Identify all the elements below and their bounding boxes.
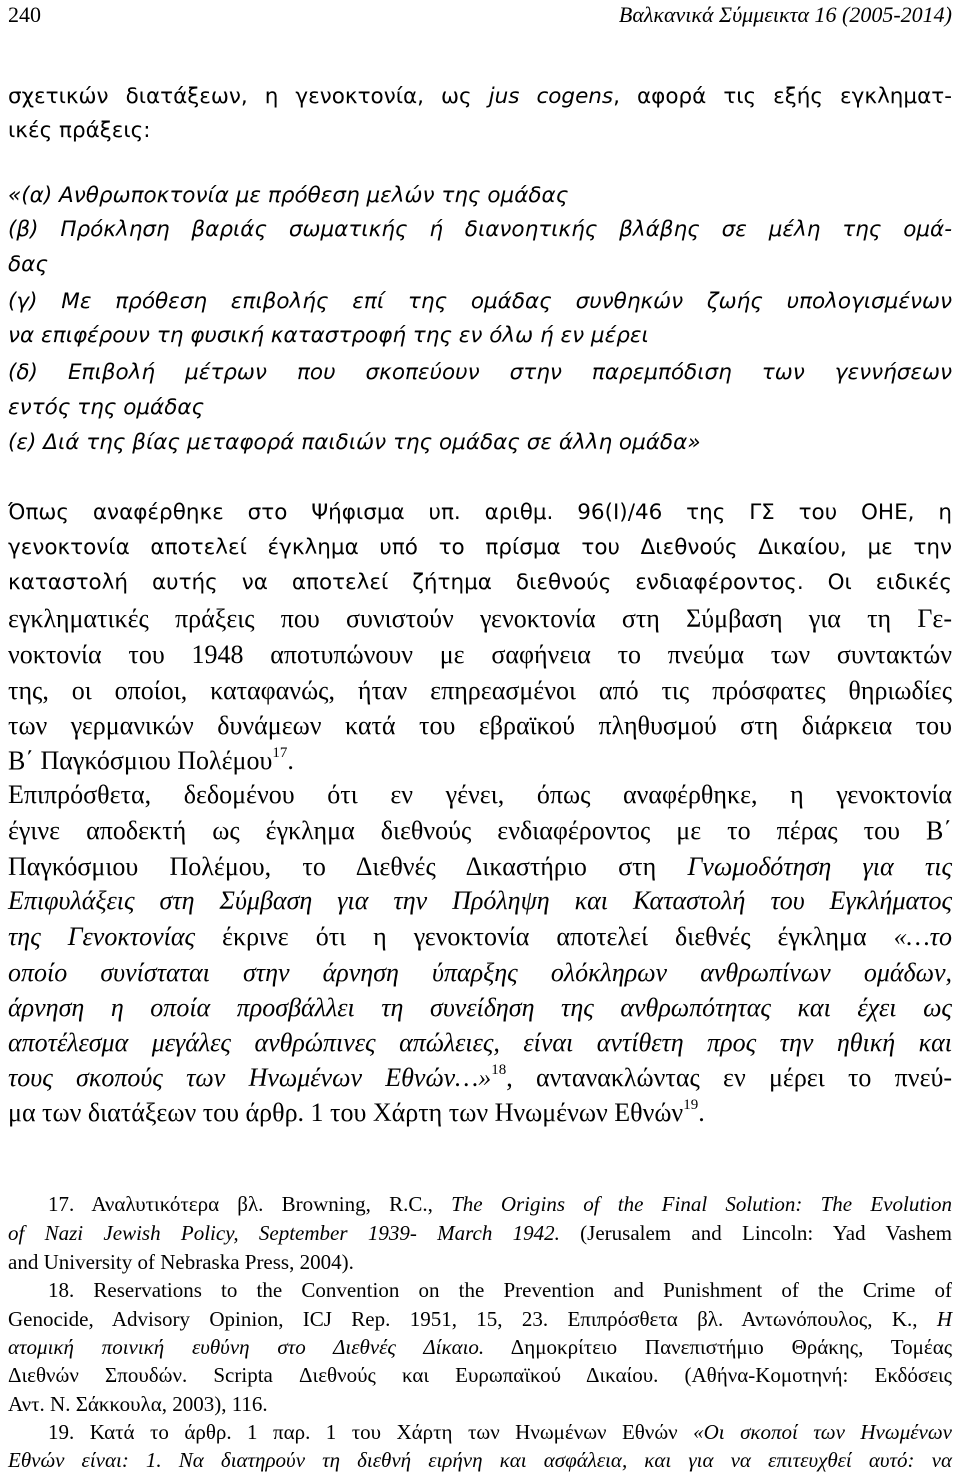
- text-run: τους σκοπούς των Ηνωμένων Εθνών…»: [8, 1063, 492, 1092]
- text-run: μα των διατάξεων του άρθρ. 1 του Χάρτη των Ηνωμένων Εθνών: [8, 1098, 684, 1127]
- quote-line: να επιφέρουν τη φυσική καταστροφή της εν όλω ή εν μέρει: [8, 323, 649, 348]
- footnote-18-line: [8, 1333, 952, 1361]
- footnote-19-line: [8, 1418, 952, 1446]
- quote-line: (γ) Με πρόθεση επιβολής επί της ομάδας συνθηκών ζωής υπολογισμένων: [8, 289, 952, 314]
- footnote-18-line: Αντ. Ν. Σάκκουλα, 2003), 116.: [8, 1392, 268, 1416]
- text-run: Η: [936, 1307, 952, 1331]
- footnote-ref-17[interactable]: 17: [272, 745, 288, 761]
- running-title: Βαλκανικά Σύμμεικτα 16 (2005-2014): [618, 2, 952, 27]
- text-run: (Jerusalem and Lincoln: Yad Vashem: [559, 1221, 952, 1245]
- body-line: άρνηση η οποία προσβάλλει τη συνείδηση της ανθρωπότητας και έχει ως: [8, 993, 952, 1022]
- body-line: [8, 922, 952, 952]
- body-line: έγινε αποδεκτή ως έγκλημα διεθνούς ενδιαφέροντος με το πέρας του Β΄: [8, 816, 952, 845]
- footnote-17-line: [8, 1190, 952, 1218]
- body-line: [8, 852, 952, 882]
- footnote-18-line: 18. Reservations to the Convention on the Prevention and Punishment of the Crime of: [48, 1278, 952, 1302]
- body-line: Επιφυλάξεις στη Σύμβαση για την Πρόληψη και Καταστολή του Εγκλήματος: [8, 886, 952, 915]
- body-line: της, οι οποίοι, καταφανώς, ήταν επηρεασμένοι από τις πρόσφατες θηριωδίες: [8, 676, 952, 705]
- text-run: of Nazi Jewish Policy, September 1939- March 1942.: [8, 1221, 560, 1245]
- text-run: Δημοκρίτειο Πανεπιστήμιο Θράκης, Τομέας: [484, 1335, 953, 1359]
- text-run: Genocide, Advisory Opinion, ICJ Rep. 1951, 15, 23. Επιπρόσθετα βλ. Αντωνόπουλος, Κ.,: [8, 1307, 937, 1331]
- text-run: «Οι σκοποί των Ηνωμένων: [693, 1420, 952, 1444]
- footnote-ref-18[interactable]: 18: [491, 1062, 507, 1078]
- text-run: σχετικών διατάξεων, η γενοκτονία, ως: [8, 84, 489, 109]
- text-run: The Origins of the Final Solution: The Evolution: [451, 1192, 952, 1216]
- text-run: Γνωμοδότηση για τις: [687, 852, 952, 881]
- text-run: Β΄ Παγκόσμιου Πολέμου: [8, 746, 273, 775]
- quote-line: (ε) Διά της βίας μεταφορά παιδιών της ομάδας σε άλλη ομάδα»: [8, 430, 701, 455]
- text-run: , αντανακλώντας εν μέρει το πνεύ-: [506, 1063, 953, 1092]
- body-line: αποτέλεσμα μεγάλες ανθρώπινες απώλειες, είναι αντίθετη προς την ηθική και: [8, 1028, 952, 1057]
- footnote-17-line: and University of Nebraska Press, 2004).: [8, 1250, 354, 1274]
- body-line: [8, 1098, 705, 1128]
- page-header: [8, 2, 952, 38]
- quote-line: «(α) Ανθρωποκτονία με πρόθεση μελών της ομάδας: [8, 183, 569, 208]
- body-line: καταστολή αυτής να αποτελεί ζήτημα διεθνούς ενδιαφέροντος. Οι ειδικές: [8, 570, 952, 595]
- text-run: ατομική ποινική ευθύνη στο Διεθνές Δίκαιο.: [8, 1335, 485, 1359]
- footnote-ref-19[interactable]: 19: [683, 1097, 699, 1113]
- text-run: «…το: [893, 922, 952, 951]
- body-line: οποίο συνίσταται στην άρνηση ύπαρξης ολόκληρων ανθρωπίνων ομάδων,: [8, 958, 952, 987]
- text-run: Παγκόσμιου Πολέμου, το Διεθνές Δικαστήριο στη: [8, 852, 688, 881]
- footnote-18-line: Διεθνών Σπουδών. Scripta Διεθνούς και Ευρωπαϊκού Δικαίου. (Αθήνα-Κομοτηνή: Εκδόσεις: [8, 1363, 952, 1387]
- footnote-19-line: Εθνών είναι: 1. Να διατηρούν τη διεθνή ειρήνη και ασφάλεια, και για να επιτευχθεί αυτό: να: [8, 1448, 952, 1472]
- body-line: νοκτονία του 1948 αποτυπώνουν με σαφήνεια το πνεύμα των συντακτών: [8, 640, 952, 669]
- footnote-18-line: [8, 1305, 952, 1333]
- body-line: [8, 1063, 952, 1093]
- text-run: 19. Κατά το άρθρ. 1 παρ. 1 του Χάρτη των Ηνωμένων Εθνών: [48, 1420, 694, 1444]
- quote-line: εντός της ομάδας: [8, 395, 205, 420]
- body-line: [8, 82, 952, 112]
- text-run: .: [287, 746, 294, 775]
- text-run: της Γενοκτονίας: [8, 922, 196, 951]
- body-line: γενοκτονία αποτελεί έγκλημα υπό το πρίσμα του Διεθνούς Δικαίου, με την: [8, 535, 952, 560]
- body-line: των γερμανικών δυνάμεων κατά του εβραϊκού πληθυσμού στη διάρκεια του: [8, 711, 952, 740]
- body-line: εγκληματικές πράξεις που συνιστούν γενοκτονία στη Σύμβαση για τη Γε-: [8, 604, 952, 633]
- quote-line: δας: [8, 252, 48, 277]
- quote-line: (β) Πρόκληση βαριάς σωματικής ή διανοητικής βλάβης σε μέλη της ομά-: [8, 217, 952, 242]
- body-line: Επιπρόσθετα, δεδομένου ότι εν γένει, όπως αναφέρθηκε, η γενοκτονία: [8, 780, 952, 809]
- text-run: , αφορά τις εξής εγκληματ-: [613, 84, 952, 109]
- latin-term: jus cogens: [488, 84, 614, 109]
- body-line: [8, 746, 294, 776]
- text-run: έκρινε ότι η γενοκτονία αποτελεί διεθνές έγκλημα: [195, 922, 894, 951]
- quote-line: (δ) Επιβολή μέτρων που σκοπεύουν στην παρεμπόδιση των γεννήσεων: [8, 360, 952, 385]
- footnote-17-line: [8, 1219, 952, 1247]
- page-number: 240: [8, 2, 41, 27]
- text-run: .: [698, 1098, 705, 1127]
- text-run: 17. Αναλυτικότερα βλ. Browning, R.C.,: [48, 1192, 452, 1216]
- body-line: Όπως αναφέρθηκε στο Ψήφισμα υπ. αριθμ. 96(Ι)/46 της ΓΣ του ΟΗΕ, η: [8, 500, 952, 525]
- body-line: ικές πράξεις:: [8, 118, 151, 143]
